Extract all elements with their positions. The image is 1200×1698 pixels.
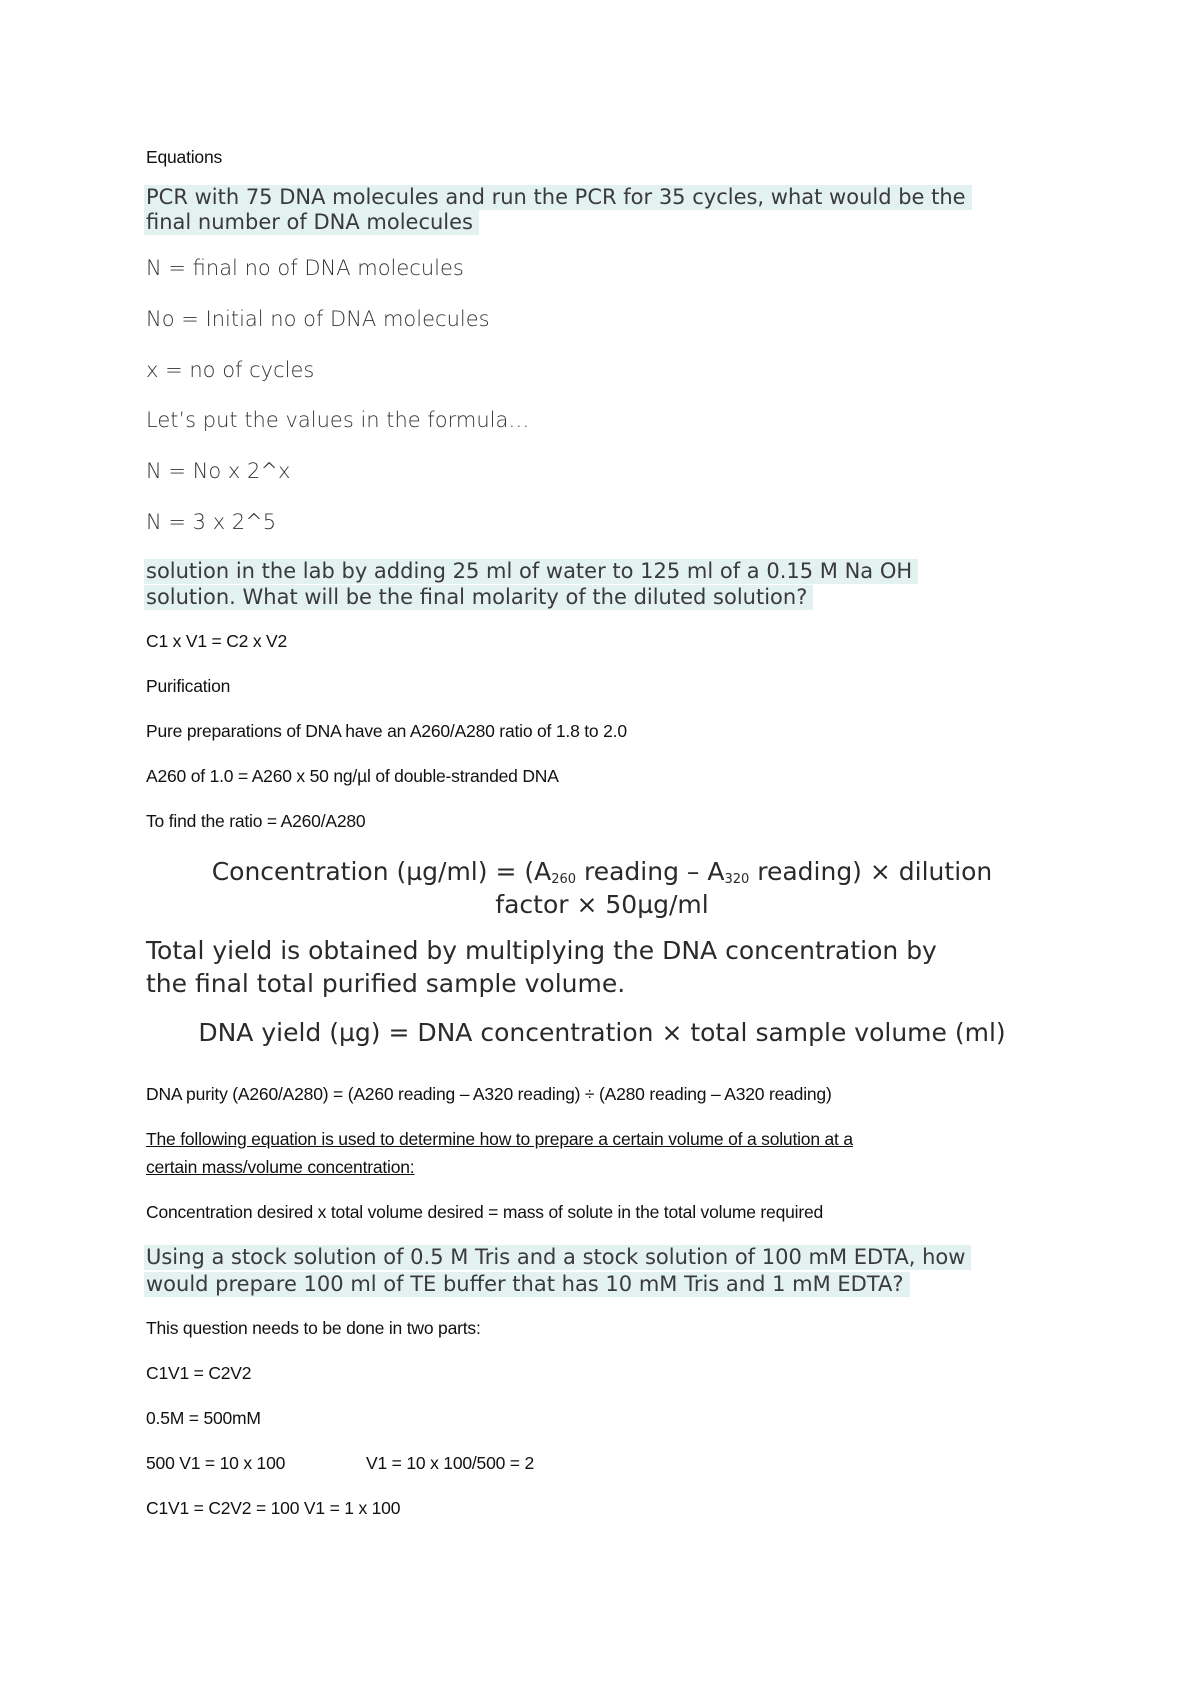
definition-line: x = no of cycles [146, 358, 315, 382]
section-heading-purification: Purification [146, 676, 231, 696]
te-step-line: 0.5M = 500mM [146, 1408, 261, 1428]
purification-line: A260 of 1.0 = A260 x 50 ng/µl of double-stranded DNA [146, 766, 559, 786]
mass-volume-intro-line1: The following equation is used to determine how to prepare a certain volume of a solution at a [146, 1129, 853, 1149]
total-yield-line2: the final total purified sample volume. [146, 969, 626, 998]
purification-line: To find the ratio = A260/A280 [146, 811, 366, 831]
definition-line: N = 3 x 2^5 [146, 510, 277, 534]
te-steps-intro: This question needs to be done in two parts: [146, 1318, 481, 1338]
total-yield-line1: Total yield is obtained by multiplying the DNA concentration by [146, 936, 937, 965]
te-question-line2: would prepare 100 ml of TE buffer that has 10 mM Tris and 1 mM EDTA? [146, 1272, 910, 1296]
purification-line: Pure preparations of DNA have an A260/A280 ratio of 1.8 to 2.0 [146, 721, 627, 741]
definition-line: No = Initial no of DNA molecules [146, 307, 490, 331]
te-step-line-b: V1 = 10 x 100/500 = 2 [366, 1453, 535, 1473]
dna-yield-formula: DNA yield (µg) = DNA concentration × total sample volume (ml) [198, 1018, 1006, 1047]
mass-volume-intro-line2: certain mass/volume concentration: [146, 1157, 415, 1177]
definition-line: Let’s put the values in the formula… [146, 408, 530, 432]
te-step-line-a: 500 V1 = 10 x 100 [146, 1453, 286, 1473]
dilution-question-line1: solution in the lab by adding 25 ml of water to 125 ml of a 0.15 M Na OH [146, 559, 918, 583]
te-step-line: C1V1 = C2V2 = 100 V1 = 1 x 100 [146, 1498, 401, 1518]
pcr-question-line1: PCR with 75 DNA molecules and run the PCR for 35 cycles, what would be the [146, 185, 972, 209]
dna-purity-formula: DNA purity (A260/A280) = (A260 reading – A320 reading) ÷ (A280 reading – A320 reading) [146, 1084, 832, 1104]
definition-line: N = final no of DNA molecules [146, 256, 464, 280]
te-step-line: C1V1 = C2V2 [146, 1363, 252, 1383]
dilution-question-line2: solution. What will be the final molarity of the diluted solution? [146, 585, 813, 609]
concentration-formula-line2: factor × 50µg/ml [495, 890, 709, 919]
pcr-question-line2: final number of DNA molecules [146, 210, 479, 234]
concentration-formula-line1: Concentration $(\mu g/ml) = (A_{260}$ reading – $A_{320}$ reading) × dilution [211, 857, 993, 887]
dilution-formula: C1 x V1 = C2 x V2 [146, 631, 288, 651]
te-question-line1: Using a stock solution of 0.5 M Tris and a stock solution of 100 mM EDTA, how [146, 1245, 971, 1269]
section-heading-equations: Equations [146, 147, 223, 167]
mass-volume-formula: Concentration desired x total volume desired = mass of solute in the total volume required [146, 1202, 824, 1222]
definition-line: N = No x 2^x [146, 459, 291, 483]
